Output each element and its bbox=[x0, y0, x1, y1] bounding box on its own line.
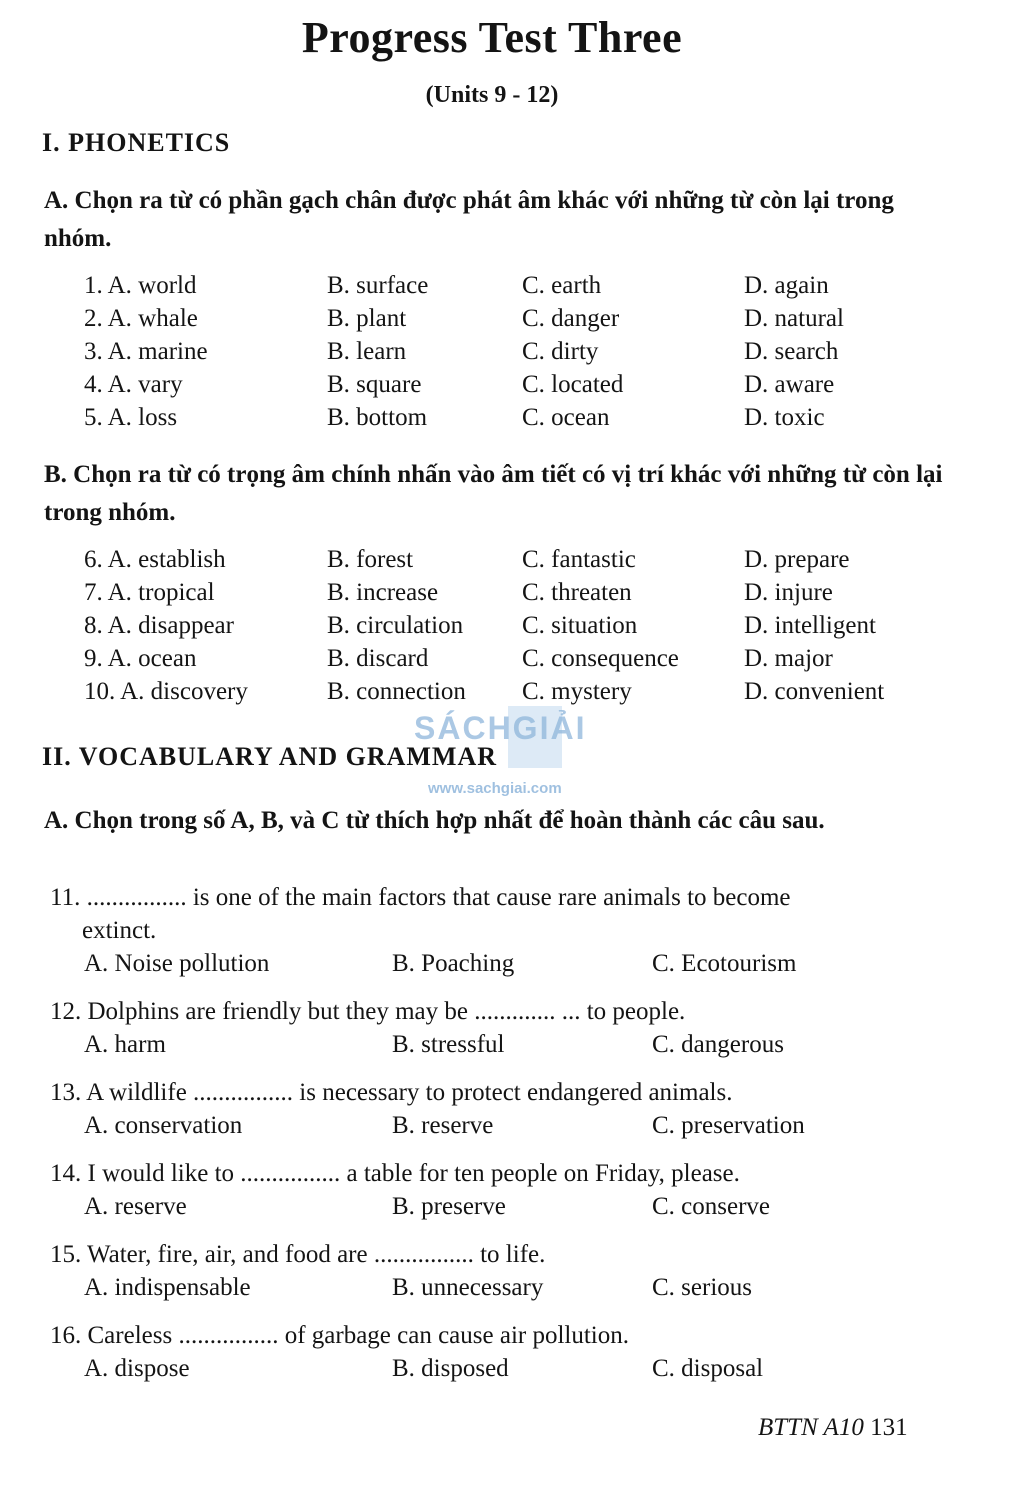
answer-option: C. preservation bbox=[652, 1112, 805, 1139]
phonetics-b-option: B. circulation bbox=[327, 612, 464, 639]
instruction-phonetics-b: B. Chọn ra từ có trọng âm chính nhấn vào âm tiết có vị trí khác với những từ còn lại trong nhóm. bbox=[44, 461, 943, 526]
phonetics-a-option: B. bottom bbox=[327, 404, 428, 431]
watermark-url: www.sachgiai.com bbox=[428, 780, 562, 797]
phonetics-a-option: D. again bbox=[744, 272, 829, 299]
phonetics-b-option: D. prepare bbox=[744, 546, 850, 573]
answer-option: A. Noise pollution bbox=[84, 950, 270, 977]
answer-option: A. indispensable bbox=[84, 1274, 251, 1301]
question-text: 16. Careless ................ of garbage can cause air pollution. bbox=[50, 1322, 629, 1349]
phonetics-b-option: 7. A. tropical bbox=[84, 579, 215, 606]
answer-option: A. harm bbox=[84, 1031, 166, 1058]
answer-option: A. conservation bbox=[84, 1112, 243, 1139]
answer-option: C. disposal bbox=[652, 1355, 764, 1382]
phonetics-b-option: 9. A. ocean bbox=[84, 645, 197, 672]
phonetics-b-option: B. connection bbox=[327, 678, 466, 705]
answer-option: B. preserve bbox=[392, 1193, 506, 1220]
answer-option: C. dangerous bbox=[652, 1031, 784, 1058]
phonetics-b-option: B. discard bbox=[327, 645, 429, 672]
phonetics-b-option: C. fantastic bbox=[522, 546, 636, 573]
phonetics-a-option: 3. A. marine bbox=[84, 338, 208, 365]
phonetics-b-option: 8. A. disappear bbox=[84, 612, 234, 639]
answer-option: B. reserve bbox=[392, 1112, 494, 1139]
watermark-logo: SÁCHGIẢI bbox=[414, 710, 587, 746]
answer-option: C. Ecotourism bbox=[652, 950, 797, 977]
question-text: 15. Water, fire, air, and food are ................ to life. bbox=[50, 1241, 546, 1268]
phonetics-a-option: D. aware bbox=[744, 371, 835, 398]
question-text-continued: extinct. bbox=[82, 917, 157, 944]
phonetics-b-option: D. major bbox=[744, 645, 833, 672]
answer-option: C. conserve bbox=[652, 1193, 771, 1220]
section-heading-vocabulary: II. VOCABULARY AND GRAMMAR bbox=[42, 742, 498, 771]
page-title: Progress Test Three bbox=[301, 13, 683, 62]
answer-option: A. dispose bbox=[84, 1355, 190, 1382]
phonetics-a-option: B. surface bbox=[327, 272, 429, 299]
phonetics-a-option: D. natural bbox=[744, 305, 844, 332]
phonetics-b-option: C. consequence bbox=[522, 645, 679, 672]
phonetics-a-option: C. located bbox=[522, 371, 624, 398]
phonetics-b-option: 6. A. establish bbox=[84, 546, 226, 573]
phonetics-a-option: D. toxic bbox=[744, 404, 825, 431]
phonetics-a-option: B. square bbox=[327, 371, 422, 398]
phonetics-a-option: 1. A. world bbox=[84, 272, 197, 299]
phonetics-b-option: C. threaten bbox=[522, 579, 632, 606]
phonetics-a-option: 2. A. whale bbox=[84, 305, 198, 332]
phonetics-a-option: 4. A. vary bbox=[84, 371, 183, 398]
phonetics-b-option: C. mystery bbox=[522, 678, 632, 705]
question-text: 11. ................ is one of the main factors that cause rare animals to become bbox=[50, 884, 791, 911]
question-text: 13. A wildlife ................ is necessary to protect endangered animals. bbox=[50, 1079, 733, 1106]
phonetics-a-option: B. learn bbox=[327, 338, 407, 365]
instruction-phonetics-a: A. Chọn ra từ có phần gạch chân được phát âm khác với những từ còn lại trong nhóm. bbox=[44, 187, 894, 252]
phonetics-b-option: B. increase bbox=[327, 579, 439, 606]
question-text: 14. I would like to ................ a table for ten people on Friday, please. bbox=[50, 1160, 740, 1187]
phonetics-b-option: C. situation bbox=[522, 612, 638, 639]
page-subtitle: (Units 9 - 12) bbox=[425, 82, 559, 108]
instruction-vocabulary-a: A. Chọn trong số A, B, và C từ thích hợp nhất để hoàn thành các câu sau. bbox=[44, 807, 825, 834]
phonetics-a-option: D. search bbox=[744, 338, 839, 365]
answer-option: B. disposed bbox=[392, 1355, 509, 1382]
phonetics-b-option: D. convenient bbox=[744, 678, 885, 705]
page-number: 131 bbox=[870, 1414, 908, 1441]
phonetics-a-option: C. danger bbox=[522, 305, 620, 332]
question-text: 12. Dolphins are friendly but they may be ............. ... to people. bbox=[50, 998, 686, 1025]
phonetics-a-option: C. dirty bbox=[522, 338, 599, 365]
answer-option: B. stressful bbox=[392, 1031, 505, 1058]
answer-option: A. reserve bbox=[84, 1193, 187, 1220]
phonetics-a-option: C. earth bbox=[522, 272, 602, 299]
answer-option: B. Poaching bbox=[392, 950, 515, 977]
phonetics-b-option: B. forest bbox=[327, 546, 414, 573]
phonetics-a-option: B. plant bbox=[327, 305, 407, 332]
answer-option: C. serious bbox=[652, 1274, 752, 1301]
phonetics-b-option: 10. A. discovery bbox=[84, 678, 248, 705]
phonetics-a-option: 5. A. loss bbox=[84, 404, 178, 431]
phonetics-b-option: D. injure bbox=[744, 579, 833, 606]
answer-option: B. unnecessary bbox=[392, 1274, 544, 1301]
footer-book: BTTN A10 bbox=[758, 1414, 864, 1441]
section-heading-phonetics: I. PHONETICS bbox=[42, 128, 231, 157]
page-footer bbox=[758, 1414, 908, 1442]
phonetics-b-option: D. intelligent bbox=[744, 612, 876, 639]
phonetics-a-option: C. ocean bbox=[522, 404, 610, 431]
